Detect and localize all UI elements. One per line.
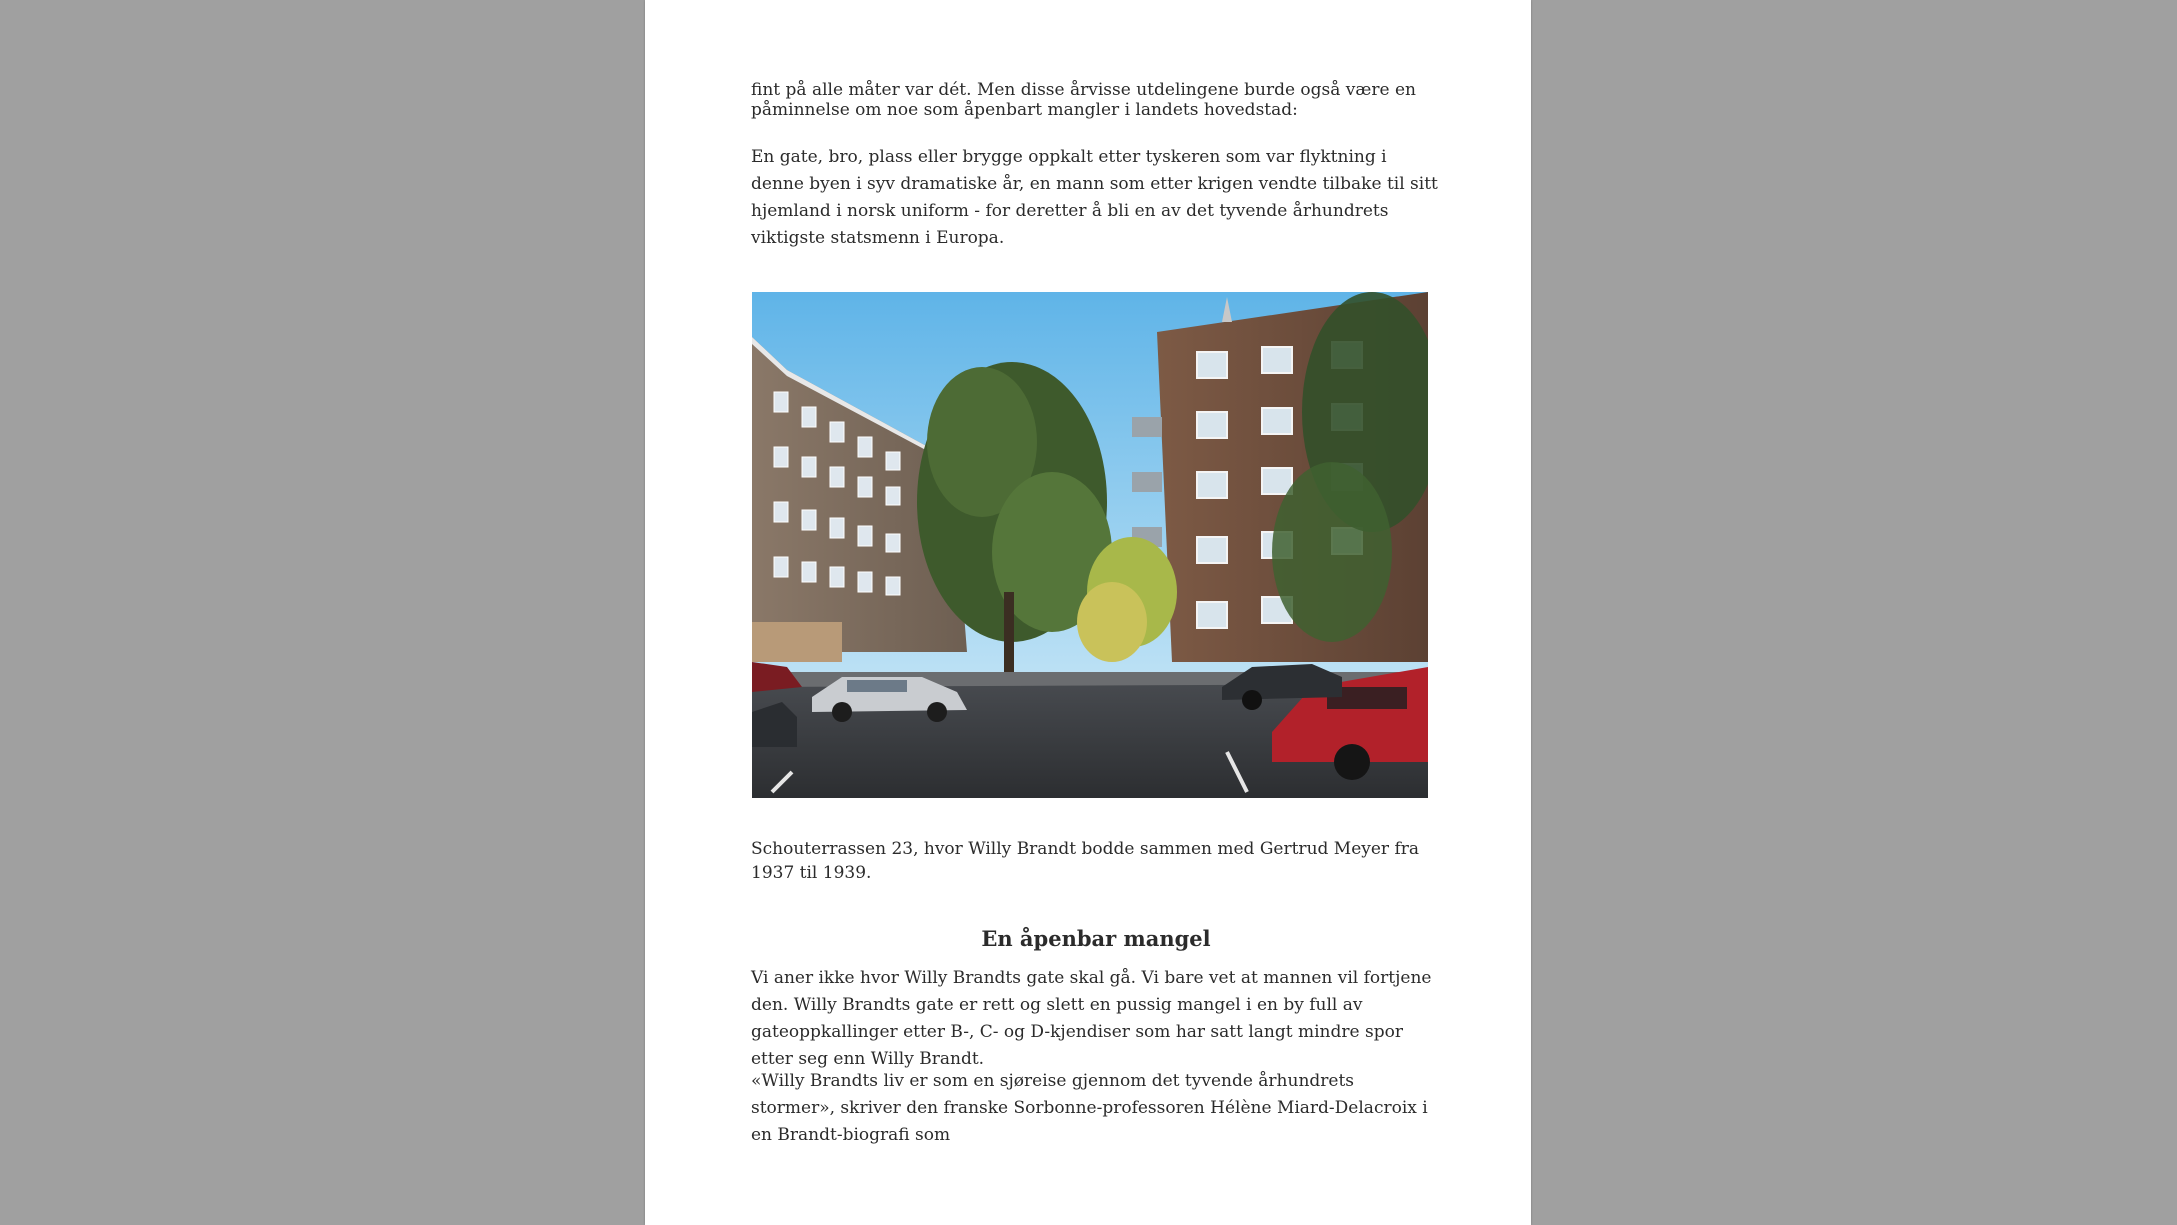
paragraph-missing-street: Vi aner ikke hvor Willy Brandts gate skal gå. Vi bare vet at mannen vil fortjene den. Willy Brandts gate er rett og slett en pussig mangel i en by full av gateoppkallinger etter B-, C- og D-kjendiser som har satt langt mindre spor etter seg enn Willy Brandt. (751, 968, 1432, 1069)
building-photo-illustration (752, 292, 1428, 798)
building-photo (752, 292, 1428, 798)
paragraph-intro: fint på alle måter var dét. Men disse årvisse utdelingene burde også være en påminnelse om noe som åpenbart mangler i landets hovedstad: (751, 80, 1416, 120)
paragraph-biography-quote: «Willy Brandts liv er som en sjøreise gjennom det tyvende århundrets stormer», skriver den franske Sorbonne-professoren Hélène Miard-Delacroix i en Brandt-biografi som (751, 1071, 1428, 1145)
photo-caption: Schouterrassen 23, hvor Willy Brandt bodde sammen med Gertrud Meyer fra 1937 til 1939. (751, 839, 1420, 883)
section-heading: En åpenbar mangel (981, 926, 1211, 951)
paragraph-street-proposal: En gate, bro, plass eller brygge oppkalt etter tyskeren som var flyktning i denne byen i syv dramatiske år, en mann som etter krigen vendte tilbake til sitt hjemland i norsk uniform - for deretter å bli en av det tyvende århundrets viktigste statsmenn i Europa. (751, 147, 1438, 248)
document-page (645, 0, 1531, 1225)
